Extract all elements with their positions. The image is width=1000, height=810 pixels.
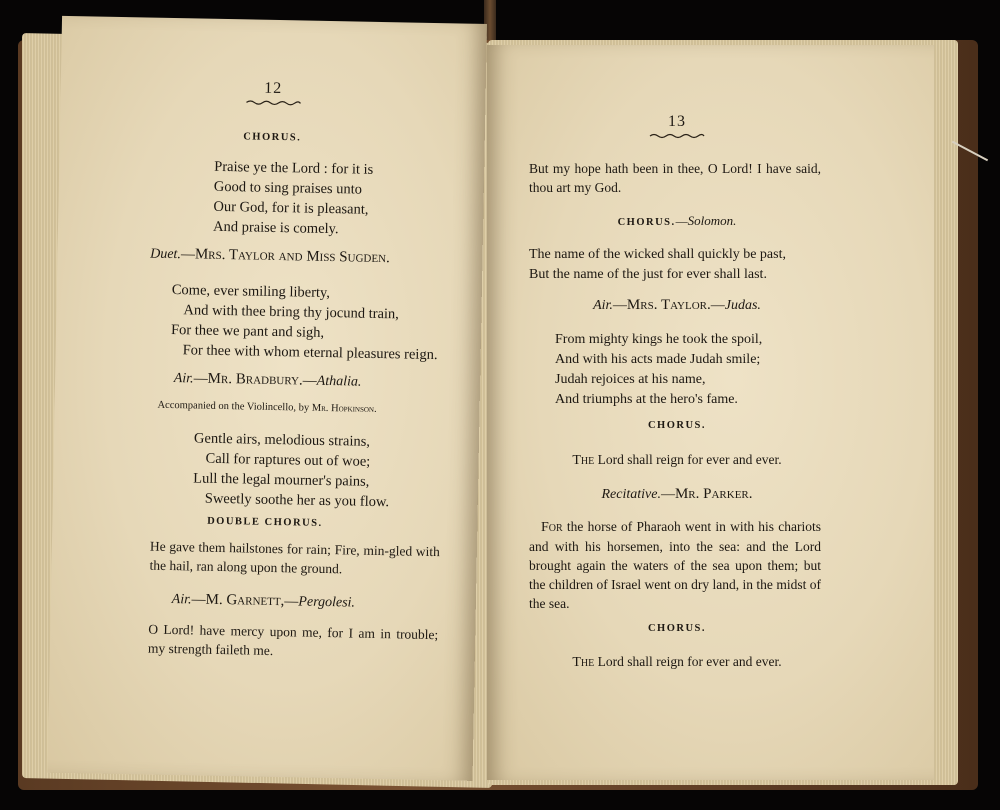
air-label: Air.	[171, 592, 192, 608]
air-performer: Mr. Bradbury.	[207, 370, 303, 389]
air-verse	[555, 330, 762, 410]
chorus-text-first-word: The	[572, 453, 595, 468]
chorus-verse	[213, 157, 374, 240]
air-source: Athalia.	[316, 373, 362, 390]
verse-line: And with his acts made Judah smile;	[555, 352, 761, 367]
recitative-performer: Mr. Parker.	[674, 486, 753, 502]
chorus-text	[487, 450, 867, 470]
recitative-text-rest: the horse of Pharaoh went in with his chariots and with his horsemen, into the sea: and the Lord brought again the waters of the sea upon them; but the children of Israel went on dry land, in the midst of the sea.	[529, 519, 821, 611]
dash: —	[660, 487, 675, 502]
air-performer: M. Garnett,	[205, 591, 285, 610]
air-label: Air.	[593, 298, 613, 313]
chorus-text-first-word: The	[572, 655, 595, 670]
verse-line: Sweetly soothe her as you flow.	[204, 490, 390, 511]
dash: —	[710, 298, 725, 313]
recitative-heading	[487, 486, 867, 503]
air-label: Air.	[173, 371, 194, 387]
duet-label: Duet.	[150, 246, 182, 263]
verse-line: Praise ye the Lord : for it is	[214, 158, 374, 178]
left-page	[48, 16, 487, 781]
ornamental-rule	[244, 99, 302, 106]
verse-line: From mighty kings he took the spoil,	[555, 332, 763, 347]
accompaniment-text: Accompanied on the Violincello, by	[157, 399, 312, 414]
chorus-heading: CHORUS.	[647, 623, 707, 634]
chorus-heading: CHORUS.	[647, 420, 707, 431]
verse-line: Gentle airs, melodious strains,	[193, 430, 371, 450]
chorus-heading	[487, 213, 867, 229]
ornamental-rule	[648, 133, 706, 139]
dash: —	[675, 214, 688, 228]
duet-heading	[57, 244, 482, 269]
air-heading	[487, 297, 867, 314]
chorus-source: Solomon.	[687, 213, 737, 228]
verse-line: And praise is comely.	[212, 218, 339, 238]
chorus-text-rest: Lord shall reign for ever and ever.	[594, 654, 782, 669]
opening-text: But my hope hath been in thee, O Lord! I have said, thou art my God.	[529, 161, 821, 195]
recitative-text-first-word: For	[541, 520, 563, 535]
air-source: Pergolesi.	[298, 594, 356, 611]
recitative-text	[529, 517, 821, 613]
chorus-label: CHORUS.	[617, 217, 676, 228]
double-chorus-heading: DOUBLE CHORUS.	[207, 515, 323, 529]
right-page	[487, 45, 934, 780]
dash: —	[180, 247, 196, 263]
verse-line: Call for raptures out of woe;	[205, 450, 371, 470]
duet-verse	[170, 280, 438, 365]
chorus-verse	[529, 245, 786, 285]
verse-line: And triumphs at the hero's fame.	[555, 392, 738, 407]
air-heading	[55, 368, 480, 393]
dash: —	[302, 373, 317, 389]
dash: —	[612, 298, 627, 313]
chorus-heading: CHORUS.	[243, 131, 302, 144]
page-number: 13	[668, 113, 686, 130]
verse-line: And with thee bring thy jocund train,	[183, 302, 400, 323]
verse-line: Judah rejoices at his name,	[555, 372, 706, 387]
duet-performers: Mrs. Taylor and Miss Sugden.	[194, 246, 390, 267]
verse-line: Lull the legal mourner's pains,	[193, 470, 370, 490]
accompanist-name: Mr. Hopkinson.	[311, 402, 377, 415]
air-performer: Mrs. Taylor.	[626, 297, 711, 313]
verse-line: But the name of the just for ever shall last.	[529, 267, 767, 282]
verse-line: For thee with whom eternal pleasures reign.	[182, 342, 438, 364]
double-chorus-text: He gave them hailstones for rain; Fire, min-gled with the hail, ran along upon the ground.	[149, 538, 441, 577]
verse-line: For thee we pant and sigh,	[170, 321, 325, 341]
air-text: O Lord! have mercy upon me, for I am in trouble; my strength faileth me.	[147, 621, 439, 659]
page-number: 12	[264, 79, 283, 98]
chorus-text-rest: Lord shall reign for ever and ever.	[594, 452, 782, 467]
air-source: Judas.	[724, 298, 761, 313]
verse-line: The name of the wicked shall quickly be past,	[529, 247, 786, 262]
air-verse	[193, 428, 391, 512]
chorus-text	[487, 652, 867, 672]
dash: —	[191, 592, 206, 608]
verse-line: Come, ever smiling liberty,	[171, 282, 331, 302]
dash: —	[193, 371, 208, 387]
verse-line: Our God, for it is pleasant,	[213, 198, 369, 218]
verse-line: Good to sing praises unto	[213, 178, 363, 198]
accompaniment-note	[55, 398, 480, 417]
dash: —	[284, 594, 299, 610]
air-heading	[51, 589, 476, 614]
recitative-label: Recitative.	[601, 487, 661, 502]
